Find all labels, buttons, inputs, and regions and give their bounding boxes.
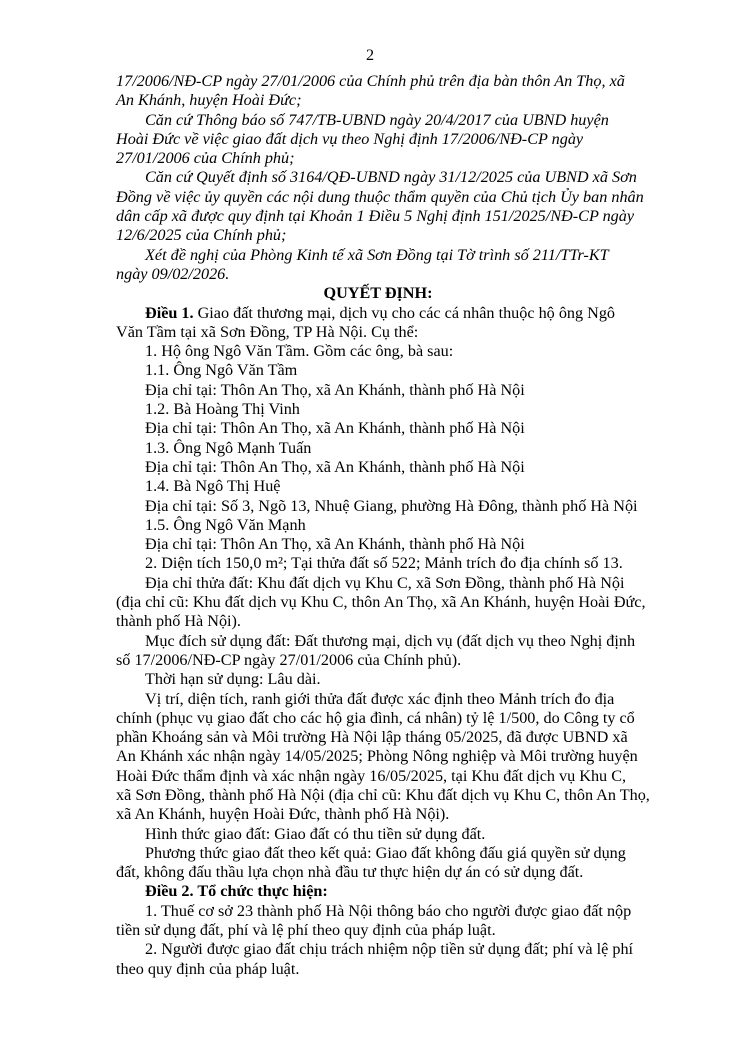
- person-name: 1.2. Bà Hoàng Thị Vinh: [145, 400, 300, 419]
- text-line: [116, 304, 640, 323]
- article-1-intro: Giao đất thương mại, dịch vụ cho các cá nhân thuộc hộ ông Ngô: [193, 303, 616, 322]
- text-line: xã Sơn Đồng, thành phố Hà Nội (địa chỉ cũ: Khu đất dịch vụ Khu C, thôn An Thọ,: [116, 785, 650, 804]
- article-1: [116, 303, 650, 883]
- text-line: ngày 09/02/2026.: [116, 264, 230, 283]
- basis-paragraph: [116, 246, 640, 285]
- person-name: 1.1. Ông Ngô Văn Tầm: [145, 361, 298, 380]
- text-line: chính (phục vụ giao đất cho các hộ gia đình, cá nhân) tỷ lệ 1/500, do Công ty cổ: [116, 708, 635, 727]
- text-line: Căn cứ Quyết định số 3164/QĐ-UBND ngày 31/12/2025 của UBND xã Sơn: [145, 168, 637, 187]
- person-name: 1.5. Ông Ngô Văn Mạnh: [145, 515, 306, 534]
- text-line: Xét đề nghị của Phòng Kinh tế xã Sơn Đồng tại Tờ trình số 211/TTr-KT: [145, 245, 609, 264]
- article-1-label: Điều 1.: [145, 303, 194, 322]
- basis-paragraph: [116, 72, 640, 111]
- text-line: phần Khoáng sản và Môi trường Hà Nội lập tháng 05/2025, đã được UBND xã: [116, 728, 628, 747]
- text-line: Hoài Đức về việc giao đất dịch vụ theo Nghị định 17/2006/NĐ-CP ngày: [116, 129, 584, 148]
- text-line: Địa chỉ thửa đất: Khu đất dịch vụ Khu C, xã Sơn Đồng, thành phố Hà Nội: [145, 573, 625, 592]
- land-area: 2. Diện tích 150,0 m²; Tại thửa đất số 522; Mảnh trích đo địa chính số 13.: [145, 554, 623, 573]
- person-address: Địa chỉ tại: Thôn An Thọ, xã An Khánh, thành phố Hà Nội: [145, 535, 525, 554]
- text-line: đất, không đấu thầu lựa chọn nhà đầu tư thực hiện dự án có sử dụng đất.: [116, 863, 584, 882]
- decision-title: QUYẾT ĐỊNH:: [323, 284, 433, 303]
- persons-heading: 1. Hộ ông Ngô Văn Tầm. Gồm các ông, bà sau:: [145, 342, 454, 361]
- text-line: 2. Người được giao đất chịu trách nhiệm nộp tiền sử dụng đất; phí và lệ phí: [145, 940, 634, 959]
- text-line: 27/01/2006 của Chính phủ;: [116, 149, 295, 168]
- text-line: Đồng về việc ủy quyền các nội dung thuộc thẩm quyền của Chủ tịch Ủy ban nhân: [116, 187, 644, 206]
- basis-paragraph: [116, 168, 644, 245]
- text-line: 17/2006/NĐ-CP ngày 27/01/2006 của Chính phủ trên địa bàn thôn An Thọ, xã: [116, 72, 625, 90]
- text-line: Văn Tầm tại xã Sơn Đồng, TP Hà Nội. Cụ thể:: [116, 322, 419, 341]
- text-line: Căn cứ Thông báo số 747/TB-UBND ngày 20/4/2017 của UBND huyện: [145, 110, 609, 129]
- text-line: số 17/2006/NĐ-CP ngày 27/01/2006 của Chính phủ).: [116, 650, 462, 669]
- text-line: 12/6/2025 của Chính phủ;: [116, 226, 287, 245]
- text-line: 1. Thuế cơ sở 23 thành phố Hà Nội thông báo cho người được giao đất nộp: [145, 901, 632, 920]
- person-address: Địa chỉ tại: Thôn An Thọ, xã An Khánh, thành phố Hà Nội: [145, 380, 525, 399]
- person-address: Địa chỉ tại: Thôn An Thọ, xã An Khánh, thành phố Hà Nội: [145, 419, 525, 438]
- basis-paragraph: [116, 111, 640, 169]
- article-2-title: Điều 2. Tổ chức thực hiện:: [145, 882, 328, 901]
- text-line: An Khánh xác nhận ngày 14/05/2025; Phòng Nông nghiệp và Môi trường huyện: [116, 747, 638, 766]
- text-line: xã An Khánh, huyện Hoài Đức, thành phố Hà Nội).: [116, 805, 450, 824]
- land-term: Thời hạn sử dụng: Lâu dài.: [145, 670, 321, 689]
- text-line: tiền sử dụng đất, phí và lệ phí theo quy định của pháp luật.: [116, 921, 496, 940]
- text-line: (địa chỉ cũ: Khu đất dịch vụ Khu C, thôn An Thọ, xã An Khánh, huyện Hoài Đức,: [116, 593, 646, 612]
- land-form: Hình thức giao đất: Giao đất có thu tiền sử dụng đất.: [145, 824, 486, 843]
- text-line: Vị trí, diện tích, ranh giới thửa đất được xác định theo Mảnh trích đo địa: [145, 689, 615, 708]
- text-line: thành phố Hà Nội).: [116, 612, 241, 631]
- person-address: Địa chỉ tại: Số 3, Ngõ 13, Nhuệ Giang, phường Hà Đông, thành phố Hà Nội: [145, 496, 638, 515]
- text-line: An Khánh, huyện Hoài Đức;: [116, 91, 302, 110]
- text-line: Mục đích sử dụng đất: Đất thương mại, dịch vụ (đất dịch vụ theo Nghị định: [145, 631, 636, 650]
- text-line: theo quy định của pháp luật.: [116, 959, 300, 978]
- text-line: dân cấp xã được quy định tại Khoản 1 Điều 5 Nghị định 151/2025/NĐ-CP ngày: [116, 207, 635, 226]
- text-line: Hoài Đức thẩm định và xác nhận ngày 16/05/2025, tại Khu đất dịch vụ Khu C,: [116, 766, 627, 785]
- person-name: 1.3. Ông Ngô Mạnh Tuấn: [145, 438, 312, 457]
- person-address: Địa chỉ tại: Thôn An Thọ, xã An Khánh, thành phố Hà Nội: [145, 457, 525, 476]
- text-line: Phương thức giao đất theo kết quả: Giao đất không đấu giá quyền sử dụng: [145, 843, 626, 862]
- document-body: [116, 72, 650, 979]
- article-2: [116, 882, 640, 978]
- page-number: 2: [365, 46, 375, 64]
- person-name: 1.4. Bà Ngô Thị Huệ: [145, 477, 281, 496]
